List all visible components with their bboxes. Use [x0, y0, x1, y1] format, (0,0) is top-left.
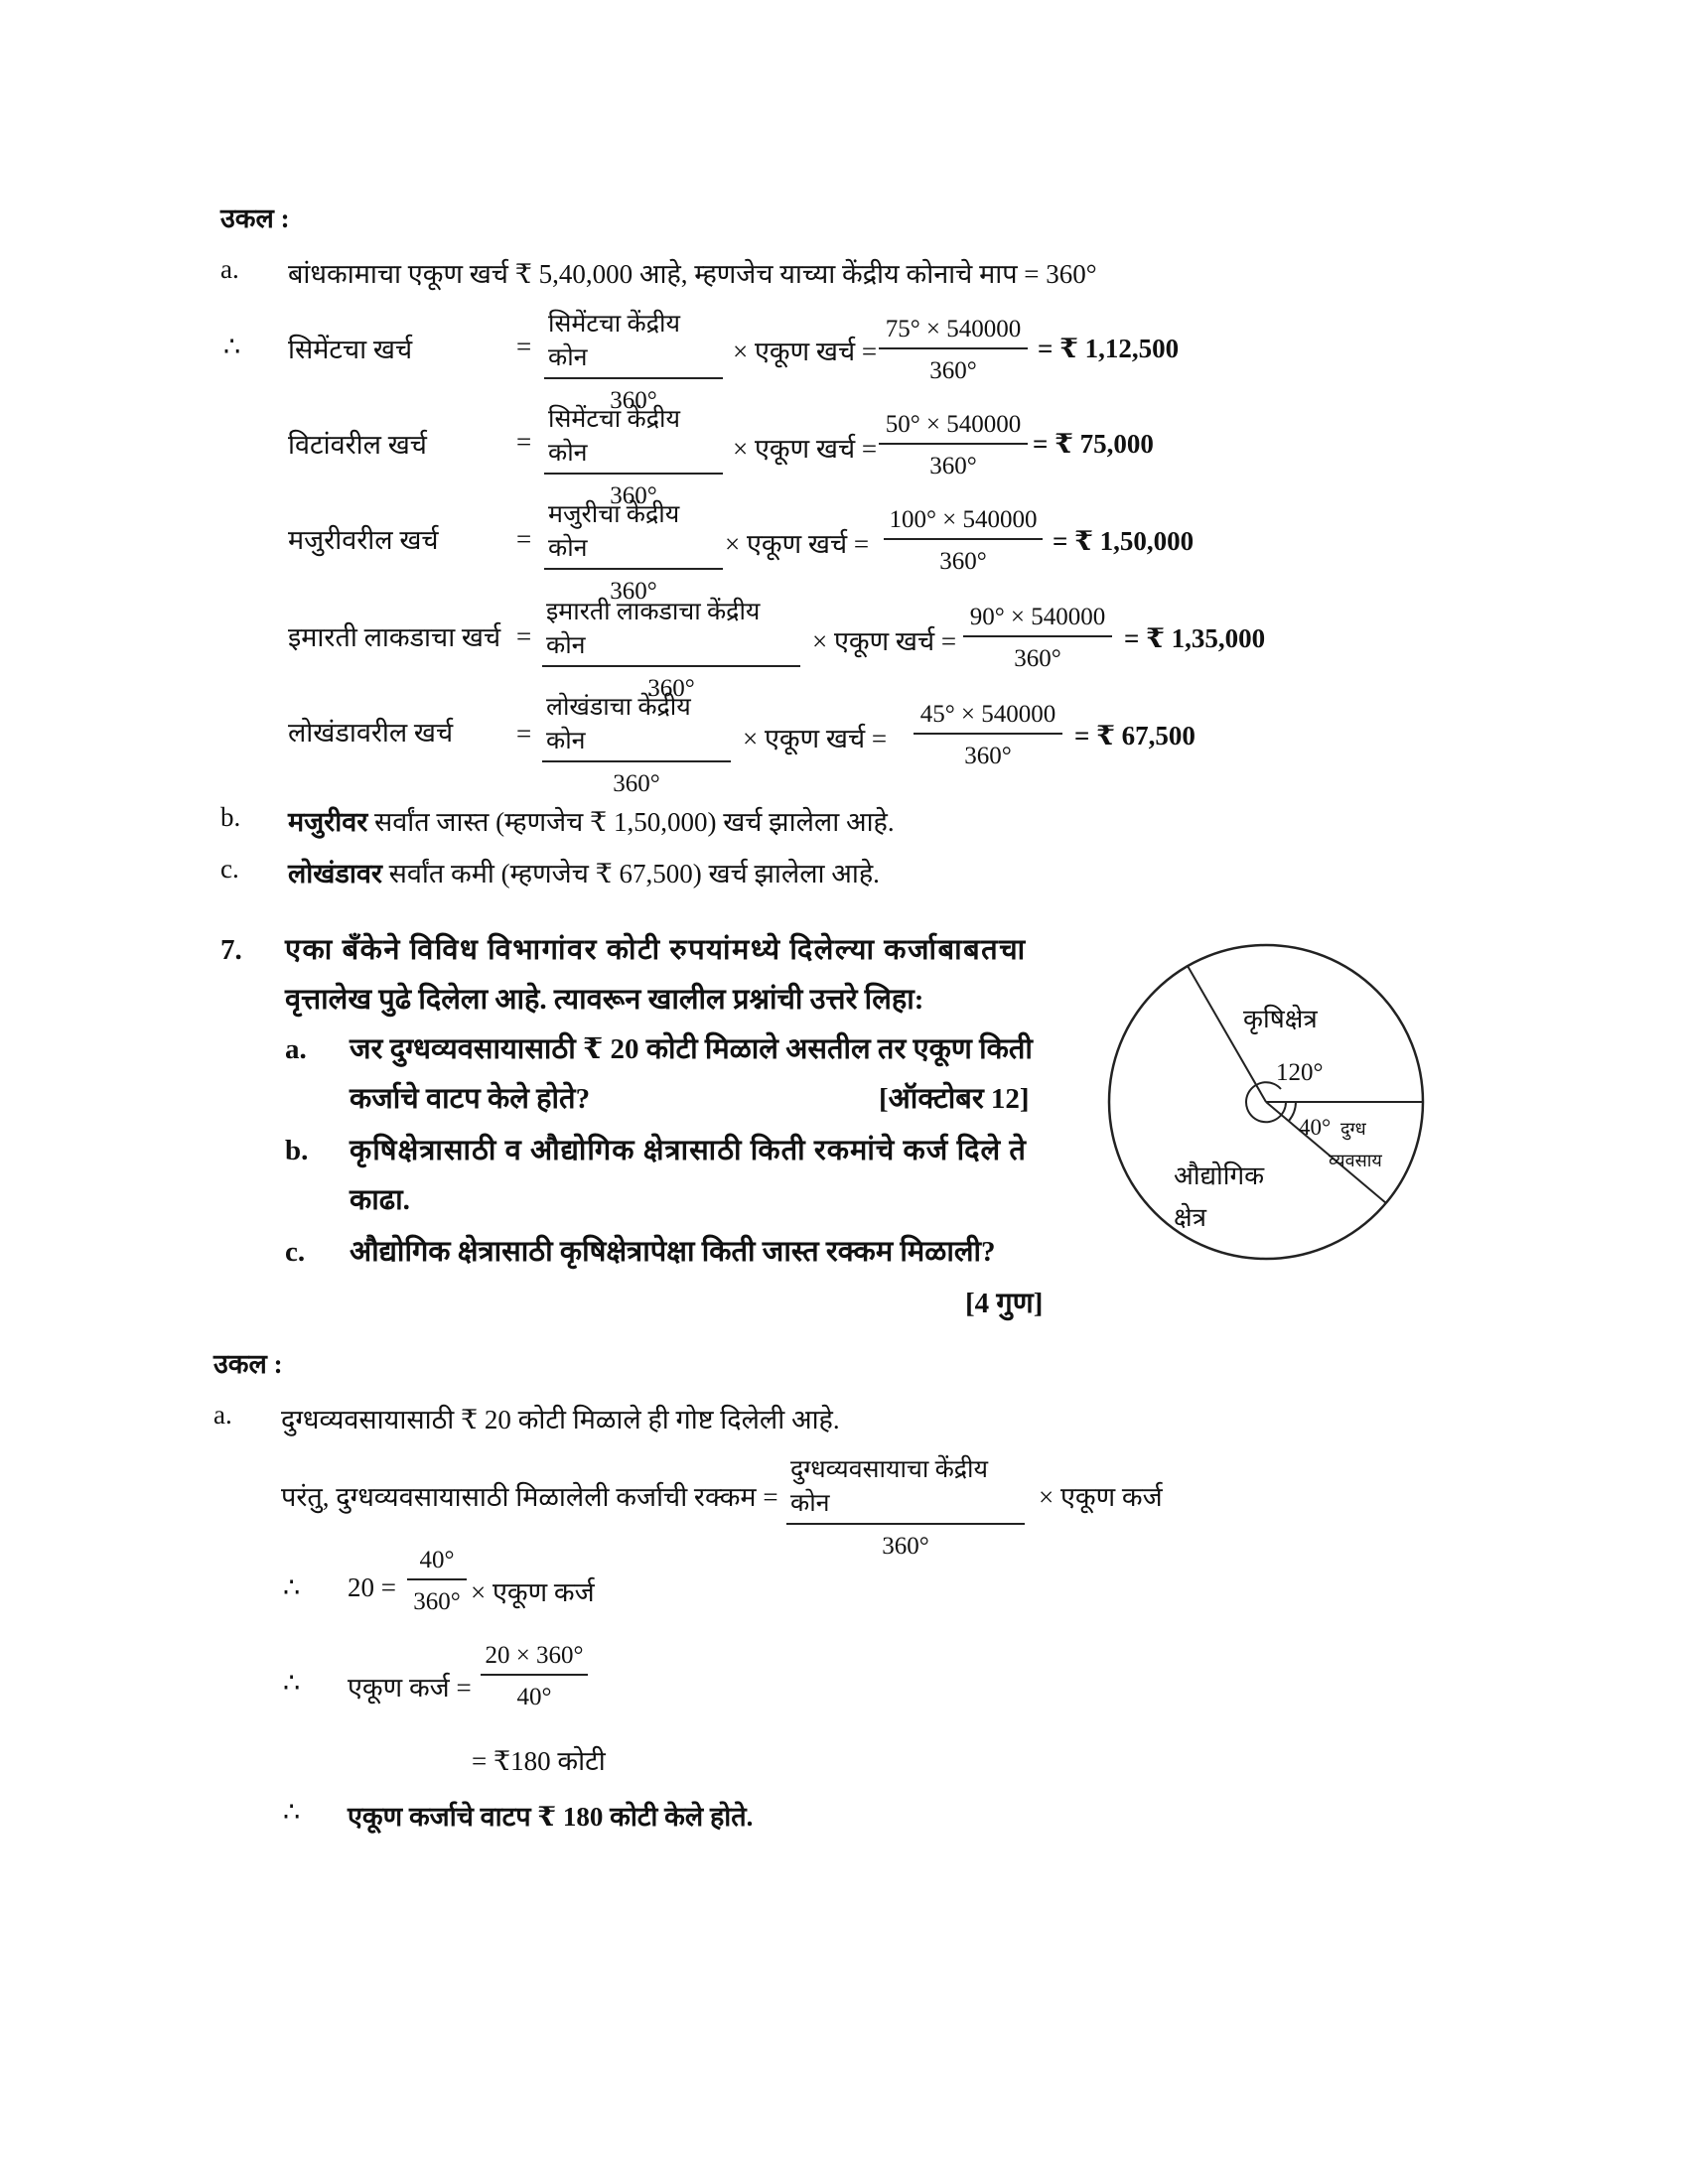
row-result: = ₹ 1,12,500: [1038, 334, 1180, 363]
pie-chart: [1102, 938, 1430, 1266]
final-answer: एकूण कर्जाचे वाटप ₹ 180 कोटी केले होते.: [348, 1802, 754, 1832]
question-text-line1: एका बँकेने विविध विभागांवर कोटी रुपयांमध्ये दिलेल्या कर्जाबाबतचा: [285, 934, 1027, 966]
solution-heading-2: उकल :: [213, 1349, 283, 1379]
fraction: सिमेंटचा केंद्रीय कोन 360°: [544, 306, 723, 415]
step-3-result: = ₹180 कोटी: [472, 1746, 606, 1776]
exam-tag: [ऑक्टोबर 12]: [879, 1083, 1030, 1115]
pie-angle-agriculture: 120°: [1276, 1059, 1324, 1086]
statement-total-cost: बांधकामाचा एकूण खर्च ₹ 5,40,000 आहे, म्हणजेच याच्या केंद्रीय कोनाचे माप = 360°: [288, 259, 1097, 289]
pie-label-dairy-1: दुग्ध: [1340, 1119, 1366, 1139]
pie-label-agriculture: कृषिक्षेत्र: [1243, 1005, 1318, 1033]
solution-heading: उकल :: [220, 204, 290, 233]
answer-b: मजुरीवर सर्वांत जास्त (म्हणजेच ₹ 1,50,000) खर्च झालेला आहे.: [288, 807, 895, 837]
marks-label: [4 गुण]: [965, 1288, 1044, 1319]
question-text-line2: वृत्तालेख पुढे दिलेला आहे. त्यावरून खालील प्रश्नांची उत्तरे लिहा:: [285, 984, 924, 1016]
pie-angle-dairy: 40°: [1299, 1115, 1332, 1140]
item-marker: a.: [220, 254, 239, 284]
fraction: $\frac{75^\circ \times 540000}{360^\circ}$: [879, 316, 1028, 385]
answer-c: लोखंडावर सर्वांत कमी (म्हणजेच ₹ 67,500) खर्च झालेला आहे.: [288, 859, 880, 888]
pie-label-dairy-2: व्यवसाय: [1329, 1151, 1382, 1170]
therefore-symbol: ∴: [223, 332, 241, 361]
pie-label-industrial-2: क्षेत्र: [1174, 1203, 1206, 1232]
row-label: सिमेंटचा खर्च: [288, 335, 413, 364]
question-number: 7.: [220, 934, 242, 966]
pie-label-industrial-1: औद्योगिक: [1174, 1161, 1265, 1190]
